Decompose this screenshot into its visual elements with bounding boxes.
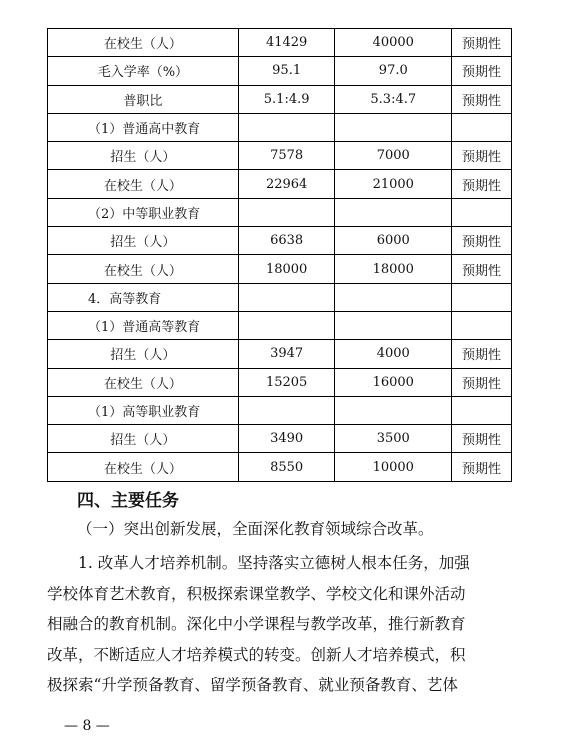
- row-label: 在校生（人）: [48, 29, 239, 57]
- target-value: [335, 311, 452, 339]
- target-value: 40000: [335, 29, 452, 57]
- paragraph-line: 相融合的教育机制。深化中小学课程与教学改革，推行新教育: [47, 615, 466, 634]
- indicator-type: [452, 283, 512, 311]
- indicator-type: 预期性: [452, 368, 512, 396]
- section-label: （1）普通高等教育: [48, 311, 239, 339]
- section-label: （1）普通高中教育: [48, 113, 239, 141]
- target-value: [335, 283, 452, 311]
- current-value: [238, 113, 335, 141]
- current-value: [238, 198, 335, 226]
- target-value: 21000: [335, 170, 452, 198]
- current-value: [238, 396, 335, 424]
- indicator-type: 预期性: [452, 425, 512, 453]
- current-value: [238, 283, 335, 311]
- target-value: 10000: [335, 453, 452, 481]
- table-row: [48, 368, 512, 396]
- current-value: 7578: [238, 142, 335, 170]
- paragraph-line: 极探索“升学预备教育、留学预备教育、就业预备教育、艺体: [47, 676, 458, 695]
- section-heading: 四、主要任务: [77, 491, 179, 511]
- row-label: 在校生（人）: [48, 170, 239, 198]
- indicator-type: 预期性: [452, 57, 512, 85]
- current-value: 8550: [238, 453, 335, 481]
- current-value: 3490: [238, 425, 335, 453]
- paragraph-line: 1. 改革人才培养机制。坚持落实立德树人根本任务，加强: [78, 554, 470, 572]
- current-value: 95.1: [238, 57, 335, 85]
- target-value: 4000: [335, 340, 452, 368]
- table-row: [48, 255, 512, 283]
- current-value: 3947: [238, 340, 335, 368]
- table-section-row: [48, 396, 512, 424]
- current-value: [238, 311, 335, 339]
- table-row: [48, 57, 512, 85]
- indicator-table: [47, 28, 512, 482]
- body-paragraph: [47, 548, 517, 701]
- target-value: 3500: [335, 425, 452, 453]
- target-value: 18000: [335, 255, 452, 283]
- row-label: 在校生（人）: [48, 453, 239, 481]
- table-row: [48, 425, 512, 453]
- table-row: [48, 29, 512, 57]
- target-value: 6000: [335, 227, 452, 255]
- table-row: [48, 340, 512, 368]
- row-label: 招生（人）: [48, 425, 239, 453]
- page-number: — 8 —: [64, 718, 110, 734]
- indicator-type: 预期性: [452, 85, 512, 113]
- indicator-type: 预期性: [452, 453, 512, 481]
- row-label: 在校生（人）: [48, 368, 239, 396]
- table-row: [48, 142, 512, 170]
- indicator-type: [452, 113, 512, 141]
- table-row: [48, 170, 512, 198]
- current-value: 6638: [238, 227, 335, 255]
- target-value: 16000: [335, 368, 452, 396]
- table-section-row: [48, 113, 512, 141]
- table-section-row: [48, 198, 512, 226]
- indicator-type: [452, 198, 512, 226]
- table-section-row: [48, 311, 512, 339]
- indicator-type: 预期性: [452, 142, 512, 170]
- target-value: 7000: [335, 142, 452, 170]
- indicator-type: [452, 311, 512, 339]
- row-label: 招生（人）: [48, 142, 239, 170]
- row-label: 毛入学率（%）: [48, 57, 239, 85]
- table-section-row: [48, 283, 512, 311]
- row-label: 招生（人）: [48, 340, 239, 368]
- indicator-type: 预期性: [452, 29, 512, 57]
- row-label: 在校生（人）: [48, 255, 239, 283]
- section-label: 4．高等教育: [48, 283, 239, 311]
- indicator-type: [452, 396, 512, 424]
- indicator-type: 预期性: [452, 340, 512, 368]
- subsection-heading: （一）突出创新发展，全面深化教育领域综合改革。: [77, 520, 434, 538]
- indicator-type: 预期性: [452, 255, 512, 283]
- current-value: 5.1:4.9: [238, 85, 335, 113]
- indicator-type: 预期性: [452, 170, 512, 198]
- table-row: [48, 453, 512, 481]
- target-value: [335, 113, 452, 141]
- row-label: 普职比: [48, 85, 239, 113]
- target-value: [335, 198, 452, 226]
- row-label: 招生（人）: [48, 227, 239, 255]
- section-label: （1）高等职业教育: [48, 396, 239, 424]
- target-value: 5.3:4.7: [335, 85, 452, 113]
- table-row: [48, 227, 512, 255]
- paragraph-line: 改革，不断适应人才培养模式的转变。创新人才培养模式，积: [47, 645, 466, 664]
- section-label: （2）中等职业教育: [48, 198, 239, 226]
- current-value: 18000: [238, 255, 335, 283]
- table-row: [48, 85, 512, 113]
- paragraph-line: 学校体育艺术教育，积极探索课堂教学、学校文化和课外活动: [47, 584, 466, 603]
- current-value: 22964: [238, 170, 335, 198]
- current-value: 41429: [238, 29, 335, 57]
- target-value: 97.0: [335, 57, 452, 85]
- current-value: 15205: [238, 368, 335, 396]
- indicator-type: 预期性: [452, 227, 512, 255]
- target-value: [335, 396, 452, 424]
